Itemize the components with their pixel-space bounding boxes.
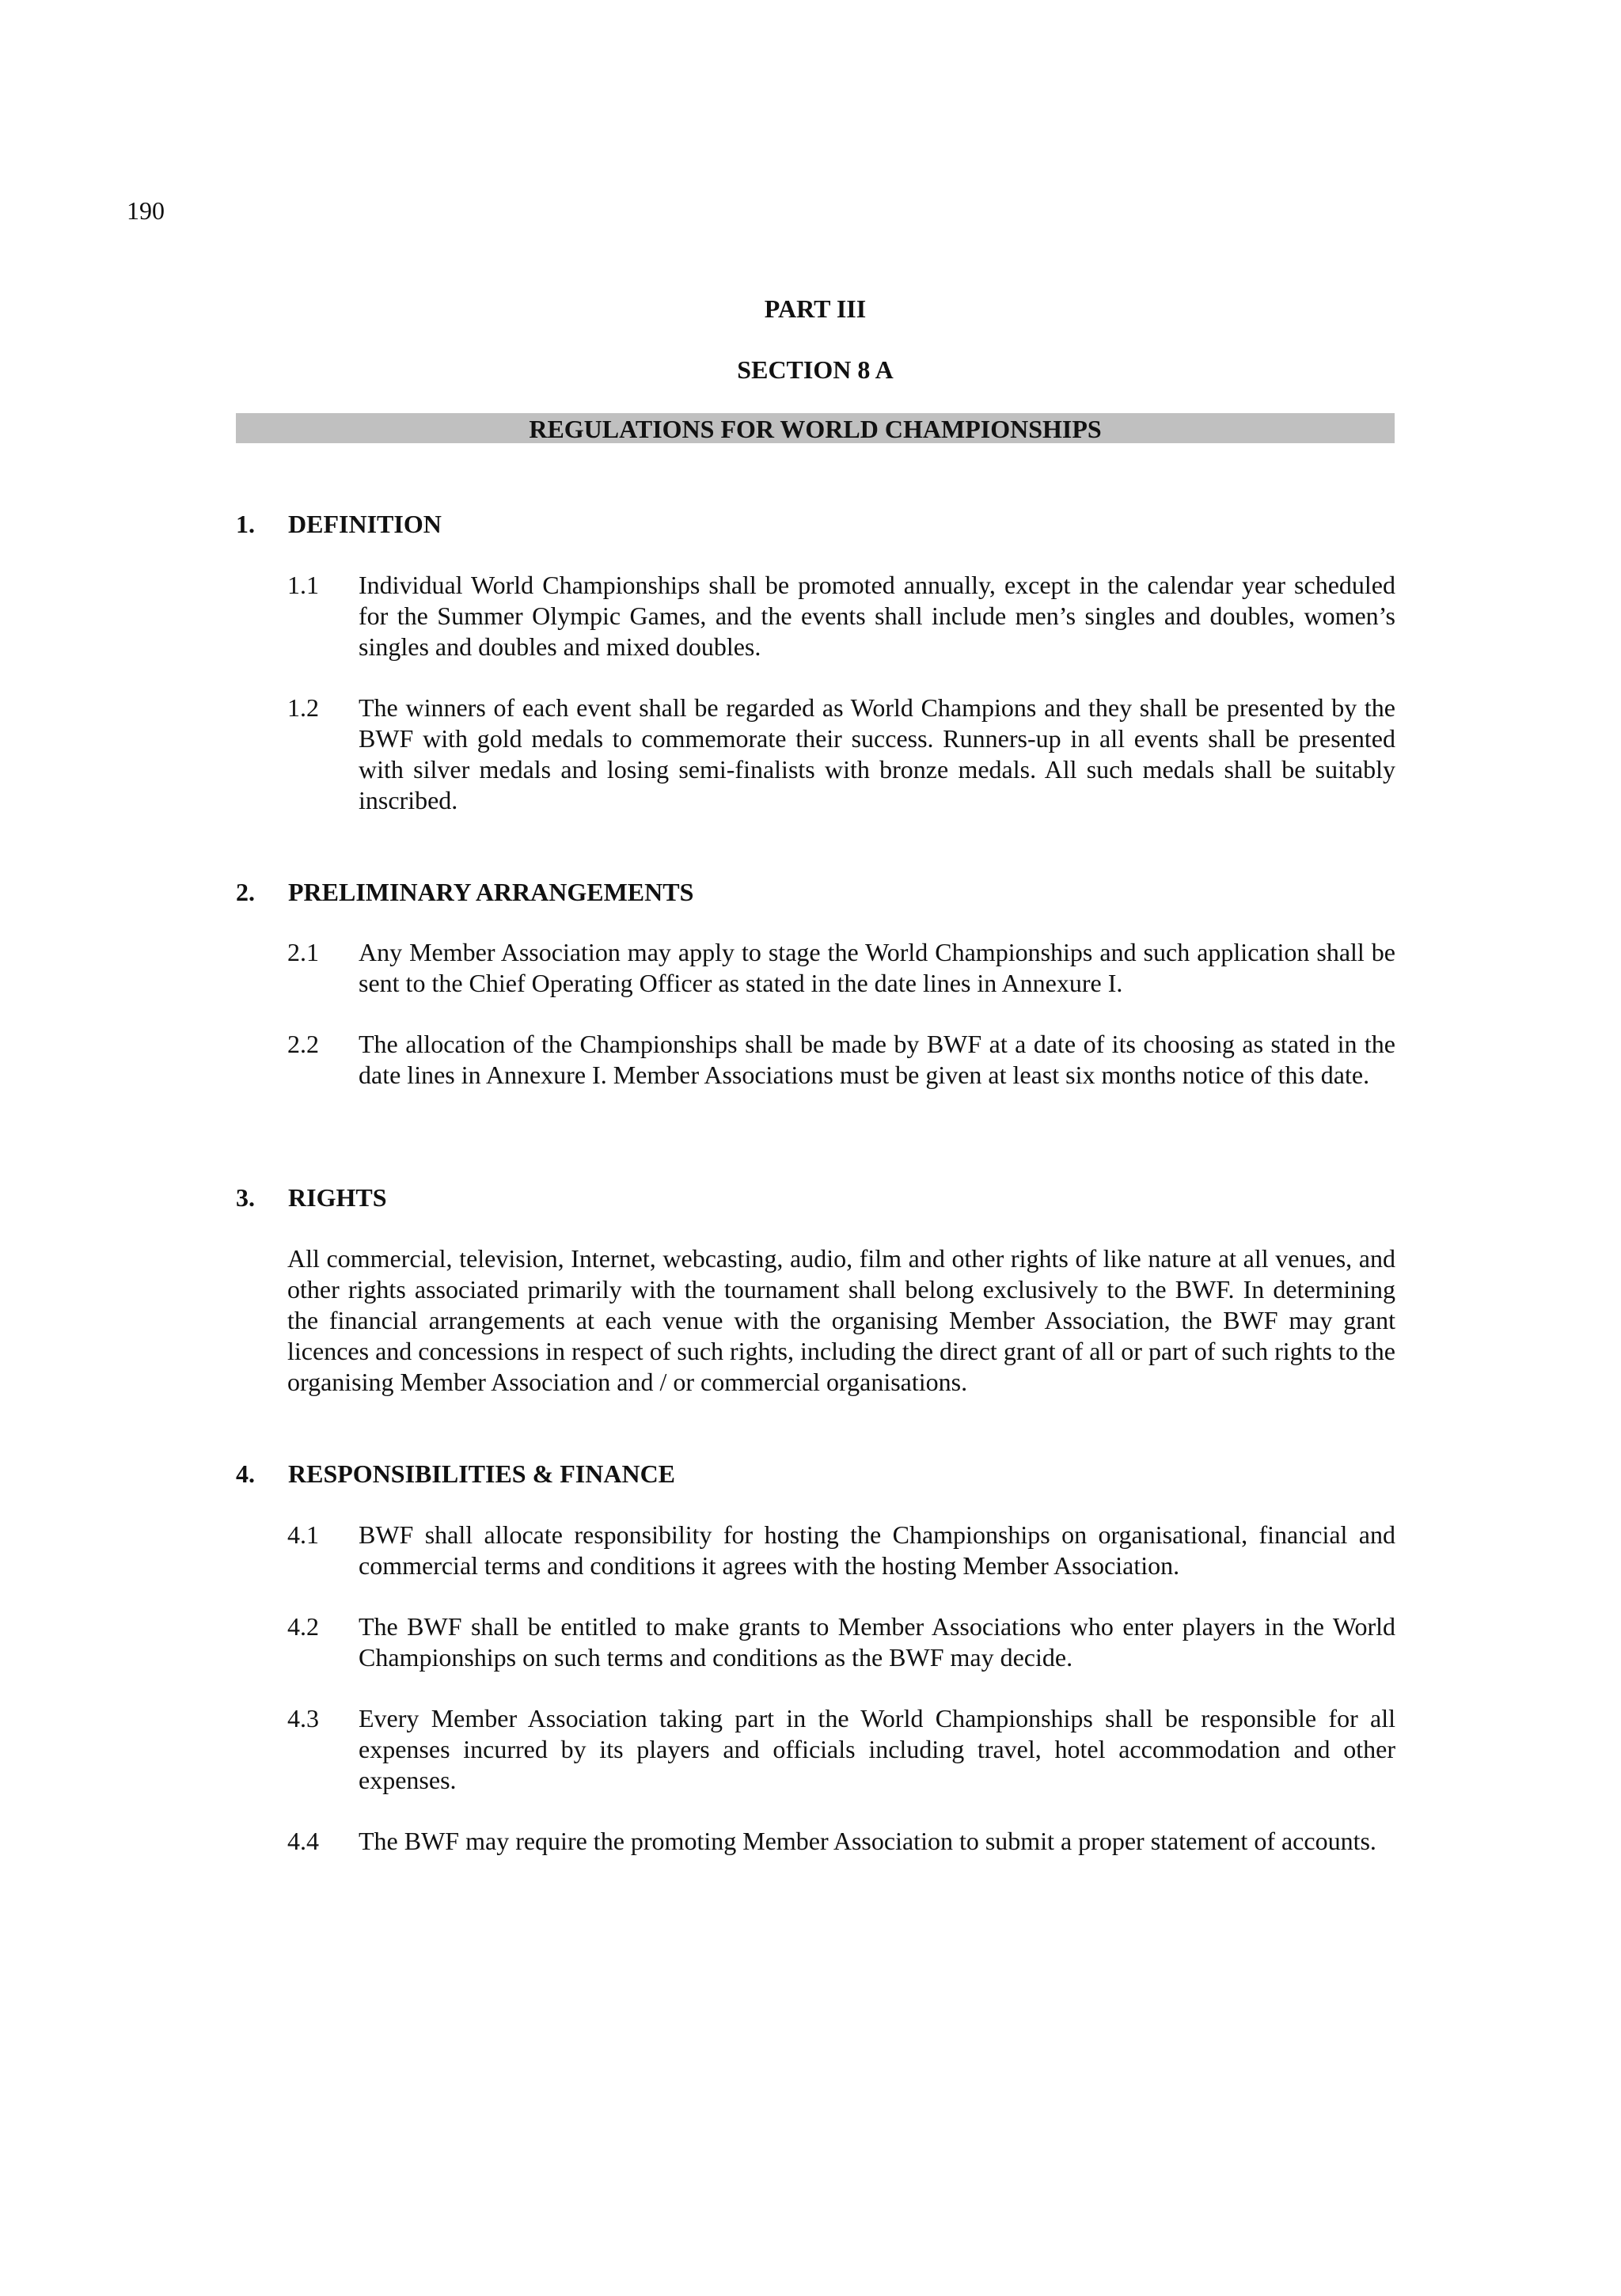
clause-4-3 [287,1703,1395,1796]
section-number: 4. [236,1459,255,1488]
clause-text: Individual World Championships shall be promoted annually, except in the calendar year scheduled for the Summer Olympic Games, and the events shall include men’s singles and doubles, women’s singles and doubles and mixed doubles. [359,571,1395,661]
clause-text: BWF shall allocate responsibility for hosting the Championships on organisational, financial and commercial terms and conditions it agrees with the hosting Member Association. [359,1520,1395,1580]
document-title-banner: REGULATIONS FOR WORLD CHAMPIONSHIPS [236,413,1395,443]
section-title: PRELIMINARY ARRANGEMENTS [288,878,694,906]
clause-4-4 [287,1826,1395,1857]
section-4-heading [236,1458,675,1490]
page-number: 190 [127,196,165,225]
clause-text: The BWF shall be entitled to make grants to Member Associations who enter players in the World Championships on such terms and conditions as the BWF may decide. [359,1612,1395,1672]
clause-number: 4.3 [287,1704,319,1732]
clause-number: 1.2 [287,693,319,722]
section-heading-main: SECTION 8 A [737,355,894,384]
section-number: 1. [236,510,255,538]
section-title: RIGHTS [288,1183,387,1212]
clause-number: 4.2 [287,1612,319,1641]
section-number: 2. [236,878,255,906]
clause-text: The winners of each event shall be regarded as World Champions and they shall be presented by the BWF with gold medals to commemorate their success. Runners-up in all events shall be presented with silver medals and losing semi-finalists with bronze medals. All such medals shall be suitably inscribed. [359,693,1395,814]
clause-number: 2.1 [287,938,319,966]
clause-1-1 [287,570,1395,662]
section-3-heading [236,1182,386,1213]
clause-text: Any Member Association may apply to stage the World Championships and such application shall be sent to the Chief Operating Officer as stated in the date lines in Annexure I. [359,938,1395,997]
clause-2-1 [287,937,1395,999]
section-1-heading [236,508,442,540]
section-2-heading [236,876,693,908]
section-title: DEFINITION [288,510,442,538]
clause-text: The allocation of the Championships shall be made by BWF at a date of its choosing as stated in the date lines in Annexure I. Member Associations must be given at least six months notice of this date. [359,1030,1395,1089]
clause-2-2 [287,1029,1395,1091]
section-title: RESPONSIBILITIES & FINANCE [288,1459,676,1488]
clause-text: Every Member Association taking part in the World Championships shall be responsible for all expenses incurred by its players and officials including travel, hotel accommodation and other expenses. [359,1704,1395,1794]
clause-number: 4.4 [287,1827,319,1855]
clause-4-2 [287,1611,1395,1673]
clause-number: 4.1 [287,1520,319,1549]
rights-paragraph: All commercial, television, Internet, webcasting, audio, film and other rights of like nature at all venues, and other rights associated primarily with the tournament shall belong exclusively to the BWF. In determining the financial arrangements at each venue with the organising Member Association, the BWF may grant licences and concessions in respect of such rights, including the direct grant of all or part of such rights to the organising Member Association and / or commercial organisations. [287,1244,1395,1396]
clause-4-1 [287,1520,1395,1581]
clause-number: 1.1 [287,571,319,599]
section-number: 3. [236,1183,255,1212]
clause-text: The BWF may require the promoting Member Association to submit a proper statement of accounts. [359,1827,1376,1855]
clause-number: 2.2 [287,1030,319,1058]
part-heading: PART III [764,294,867,323]
clause-1-2 [287,693,1395,816]
